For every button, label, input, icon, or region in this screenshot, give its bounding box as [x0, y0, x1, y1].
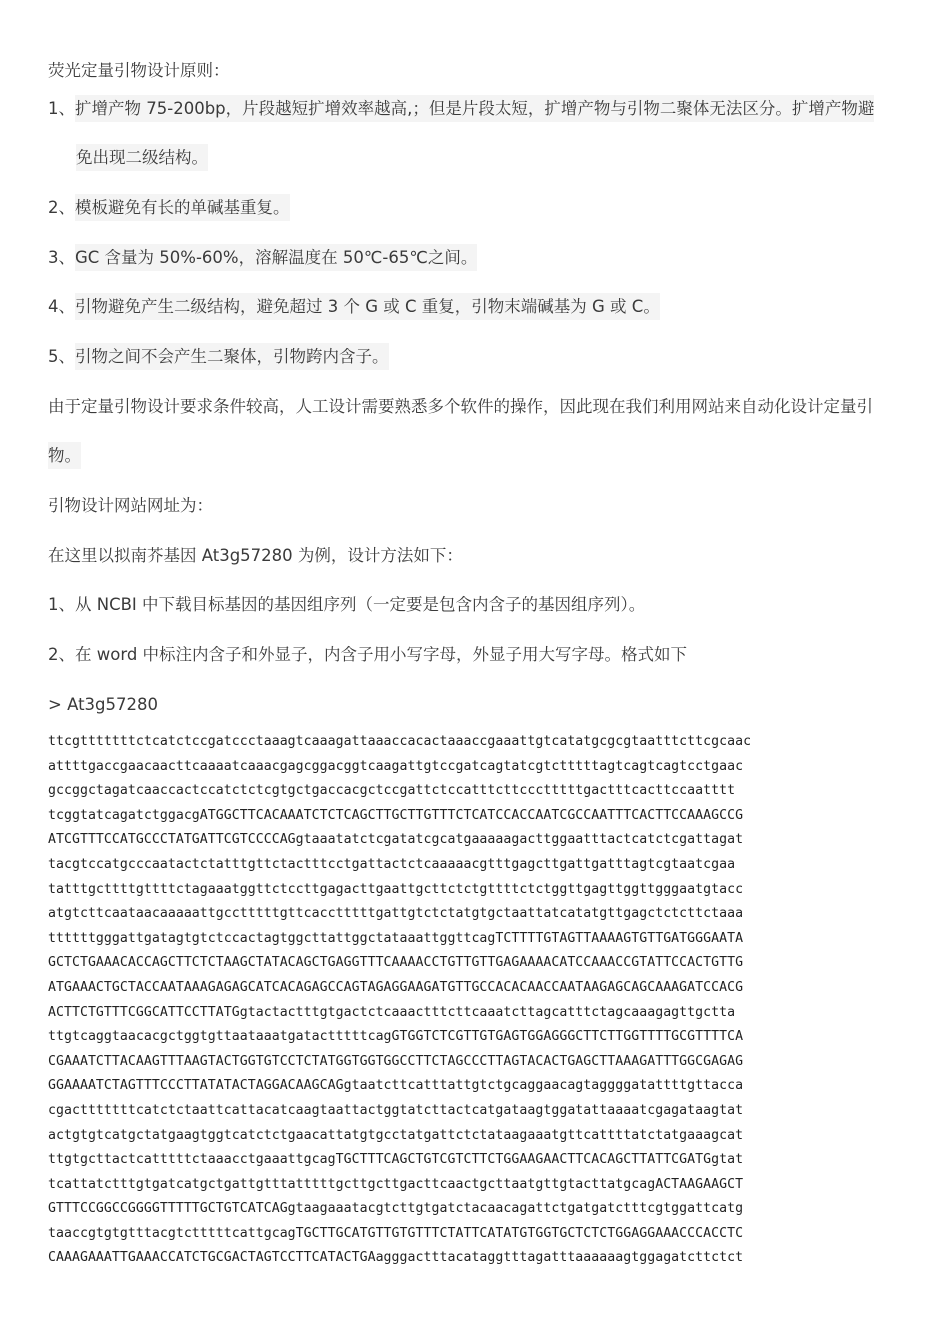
principle-text: GC 含量为 50%-60%，溶解温度在 50℃-65℃之间。 — [75, 244, 477, 271]
sequence-line: cgactttttttcatctctaattcattacatcaagtaattactggtatcttactcatgataagtggatattaaaatcgagataagtat — [48, 1102, 744, 1118]
principle-1-continuation — [76, 147, 208, 169]
principle-number: 5、 — [48, 347, 75, 366]
principle-number: 2、 — [48, 198, 75, 217]
sequence-block — [48, 730, 888, 1271]
sequence-line: ttcgtttttttctcatctccgatccctaaagtcaaagattaaaccacactaaaccgaaattgtcatatgcgcgtaatttcttcgcaac — [48, 734, 752, 749]
principle-number: 3、 — [48, 248, 75, 267]
sequence-line: GGAAAATCTAGTTTCCCTTATATACTAGGACAAGCAGgtaatcttcatttattgtctgcaggaacagtaggggatattttgttacca — [48, 1078, 744, 1094]
sequence-line: tatttgcttttgttttctagaaatggttctccttgagacttgaattgcttctctgttttctctggttgagttggttgggaatgtacc — [48, 881, 744, 897]
sequence-line: gccggctagatcaaccactccatctctcgtgctgaccacgctccgattctccatttcttccctttttgactttcacttccaatttt — [48, 783, 736, 799]
principle-text: 引物避免产生二级结构，避免超过 3 个 G 或 C 重复，引物末端碱基为 G 或 C。 — [75, 293, 660, 320]
principle-5 — [48, 346, 389, 368]
principle-text: 扩增产物 75-200bp，片段越短扩增效率越高,；但是片段太短，扩增产物与引物二聚体无法区分。扩增产物避 — [75, 95, 874, 122]
principle-3 — [48, 247, 477, 269]
sequence-line: ttttttgggattgatagtgtctccactagtggcttattggctataaattggttcagTCTTTTGTAGTTAAAAGTGTTGATGGGAATA — [48, 930, 744, 946]
principle-number: 4、 — [48, 297, 75, 316]
sequence-line: atgtcttcaataacaaaaattgcctttttgttcacctttttgattgtctctatgtgctaattatcatatgttgagctctcttctaaa — [48, 906, 744, 922]
fasta-header: > At3g57280 — [48, 695, 158, 714]
section-title: 荧光定量引物设计原则： — [48, 61, 230, 80]
sequence-line: tacgtccatgcccaatactctatttgttctactttcctgattactctcaaaaacgtttgagcttgattgatttagtcgtaatcgaa — [48, 856, 736, 872]
sequence-line: ACTTCTGTTTCGGCATTCCTTATGgtactactttgtgactctcaaactttcttcaaatcttagcatttctagcaaagagttgctta — [48, 1004, 736, 1020]
intro-paragraph-line-2 — [48, 445, 81, 467]
sequence-line: attttgaccgaacaacttcaaaatcaaacgagcggacggtcaagattgtccgatcagtatcgtctttttagtcagtcagtcctgaac — [48, 758, 744, 774]
step-1: 1、从 NCBI 中下载目标基因的基因组序列（一定要是包含内含子的基因组序列）。 — [48, 595, 646, 614]
principle-4 — [48, 296, 660, 318]
sequence-line: GCTCTGAAACACCAGCTTCTCTAAGCTATACAGCTGAGGTTTCAAAACCTGTTGTTGAGAAAACATCCAAACCGTATTCCACTGTTG — [48, 955, 744, 971]
principle-text: 引物之间不会产生二聚体，引物跨内含子。 — [75, 343, 389, 370]
sequence-line: tcattatctttgtgatcatgctgattgtttatttttgcttgcttgacttcaactgcttaatgttgtacttatgcagACTAAGAAGCT — [48, 1176, 744, 1192]
intro-paragraph-end: 物。 — [48, 442, 81, 469]
sequence-line: ttgtgcttactcatttttctaaacctgaaattgcagTGCTTTCAGCTGTCGTCTTCTGGAAGAACTTCACAGCTTATTCGATGgtat — [48, 1152, 744, 1168]
sequence-line: actgtgtcatgctatgaagtggtcatctctgaacattatgtgcctatgattctctataagaaatgttcattttatctatgaaagcat — [48, 1127, 744, 1143]
principle-1 — [48, 98, 874, 120]
principle-text: 模板避免有长的单碱基重复。 — [75, 194, 290, 221]
step-2: 2、在 word 中标注内含子和外显子，内含子用小写字母，外显子用大写字母。格式如下 — [48, 645, 688, 664]
sequence-line: CAAAGAAATTGAAACCATCTGCGACTAGTCCTTCATACTGAagggactttacataggtttagatttaaaaaagtggagatcttctct — [48, 1250, 744, 1266]
principle-2 — [48, 197, 290, 219]
sequence-line: ATCGTTTCCATGCCCTATGATTCGTCCCCAGgtaaatatctcgatatcgcatgaaaaagacttggaatttactcatctcgattagat — [48, 832, 744, 848]
sequence-line: taaccgtgtgtttacgtctttttcattgcagTGCTTGCATGTTGTGTTTCTATTCATATGTGGTGCTCTCTGGAGGAAACCCACCTC — [48, 1225, 744, 1241]
website-line: 引物设计网站网址为： — [48, 496, 213, 515]
sequence-line: ATGAAACTGCTACCAATAAAGAGAGCATCACAGAGCCAGTAGAGGAAGATGTTGCCACACAACCAATAAGAGCAGCAAAGATCCACG — [48, 979, 744, 995]
sequence-line: GTTTCCGGCCGGGGTTTTTGCTGTCATCAGgtaagaaatacgtcttgtgatctacaacagattctgatgatctttcgtggattcatg — [48, 1201, 744, 1217]
intro-paragraph-line-1: 由于定量引物设计要求条件较高，人工设计需要熟悉多个软件的操作，因此现在我们利用网站来自动化设计定量引 — [48, 397, 873, 416]
sequence-line: CGAAATCTTACAAGTTTAAGTACTGGTGTCCTCTATGGTGGTGGCCTTCTAGCCCTTAGTACACTGAGCTTAAAGATTTGGCGAGAG — [48, 1053, 744, 1069]
sequence-line: ttgtcaggtaacacgctggtgttaataaatgatactttttcagGTGGTCTCGTTGTGAGTGGAGGGCTTCTTGGTTTTGCGTTTTCA — [48, 1029, 744, 1045]
principle-number: 1、 — [48, 99, 75, 118]
principle-text-continued: 免出现二级结构。 — [76, 144, 208, 171]
sequence-line: tcggtatcagatctggacgATGGCTTCACAAATCTCTCAGCTTGCTTGTTTCTCATCCACCAATCGCCAATTTCACTTCCAAAGCCG — [48, 807, 744, 823]
example-line: 在这里以拟南芥基因 At3g57280 为例，设计方法如下： — [48, 546, 463, 565]
